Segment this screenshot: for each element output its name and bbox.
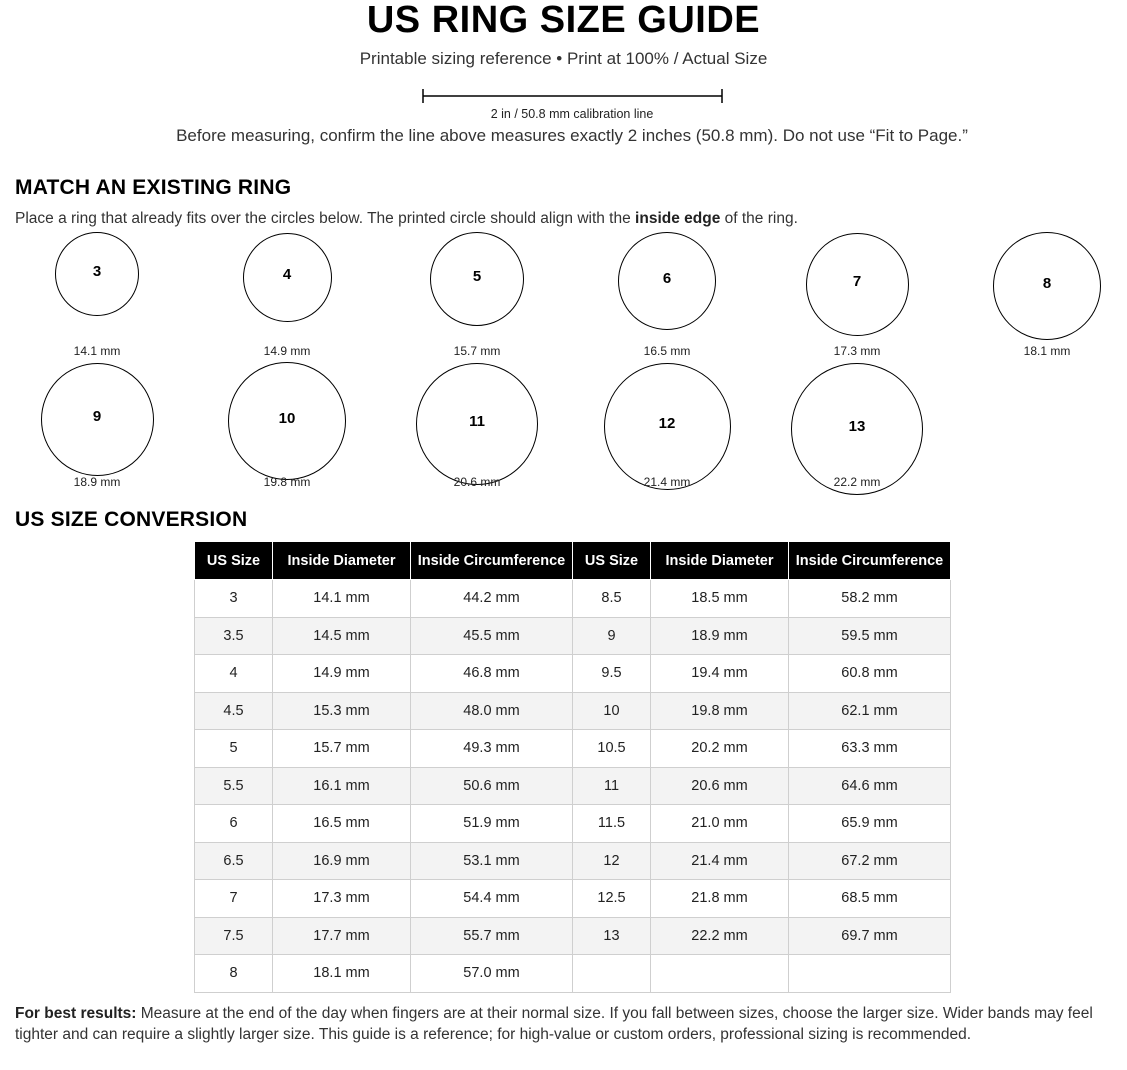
calibration-label: 2 in / 50.8 mm calibration line xyxy=(490,107,654,121)
table-cell: 69.7 mm xyxy=(789,917,951,955)
table-cell: 48.0 mm xyxy=(411,692,573,730)
instructions-text-before: Place a ring that already fits over the circles below. The printed circle should align with the xyxy=(15,210,636,227)
table-row xyxy=(195,655,951,693)
table-cell: 50.6 mm xyxy=(411,767,573,805)
table-row xyxy=(195,617,951,655)
ring-size-label: 11 xyxy=(469,412,485,430)
table-cell: 59.5 mm xyxy=(789,617,951,655)
ring-diameter-label: 16.5 mm xyxy=(643,344,691,358)
page-title: US RING SIZE GUIDE xyxy=(366,0,761,41)
table-cell: 58.2 mm xyxy=(789,580,951,618)
table-cell: 13 xyxy=(573,917,651,955)
instructions-emphasis: inside edge xyxy=(635,210,721,227)
table-cell: 64.6 mm xyxy=(789,767,951,805)
table-cell: 18.1 mm xyxy=(273,955,411,993)
table-cell: 54.4 mm xyxy=(411,880,573,918)
table-header-cell: Inside Circumference xyxy=(411,542,573,580)
table-row xyxy=(195,767,951,805)
table-cell: 21.0 mm xyxy=(651,805,789,843)
calibration-note: Before measuring, confirm the line above measures exactly 2 inches (50.8 mm). Do not use “Fit to Page.” xyxy=(176,126,968,145)
table-header-cell: Inside Circumference xyxy=(789,542,951,580)
table-cell: 16.9 mm xyxy=(273,842,411,880)
table-cell: 12.5 xyxy=(573,880,651,918)
table-cell: 19.8 mm xyxy=(651,692,789,730)
table-cell: 49.3 mm xyxy=(411,730,573,768)
table-cell: 9.5 xyxy=(573,655,651,693)
table-cell: 44.2 mm xyxy=(411,580,573,618)
ring-size-label: 5 xyxy=(472,267,482,285)
table-cell: 11 xyxy=(573,767,651,805)
table-cell: 15.3 mm xyxy=(273,692,411,730)
table-cell: 5 xyxy=(195,730,273,768)
table-cell: 16.5 mm xyxy=(273,805,411,843)
table-cell: 11.5 xyxy=(573,805,651,843)
ring-diameter-label: 18.1 mm xyxy=(1023,344,1071,358)
table-cell: 63.3 mm xyxy=(789,730,951,768)
table-cell: 10 xyxy=(573,692,651,730)
table-cell xyxy=(573,955,651,993)
calibration-line xyxy=(422,89,723,103)
table-cell: 4 xyxy=(195,655,273,693)
table-row xyxy=(195,692,951,730)
table-cell: 17.3 mm xyxy=(273,880,411,918)
ring-size-label: 6 xyxy=(662,269,672,287)
ring-diameter-label: 22.2 mm xyxy=(833,475,881,489)
table-row xyxy=(195,842,951,880)
table-cell: 8.5 xyxy=(573,580,651,618)
table-cell: 5.5 xyxy=(195,767,273,805)
table-cell: 14.9 mm xyxy=(273,655,411,693)
table-cell: 14.5 mm xyxy=(273,617,411,655)
ring-size-label: 3 xyxy=(92,262,102,280)
table-cell: 21.4 mm xyxy=(651,842,789,880)
ring-size-label: 8 xyxy=(1042,274,1052,292)
table-cell: 68.5 mm xyxy=(789,880,951,918)
ring-size-label: 7 xyxy=(852,272,862,290)
ring-circle-size-12 xyxy=(604,363,731,490)
ring-size-label: 12 xyxy=(658,414,676,432)
table-cell: 3.5 xyxy=(195,617,273,655)
table-row xyxy=(195,880,951,918)
table-cell: 20.6 mm xyxy=(651,767,789,805)
table-cell: 17.7 mm xyxy=(273,917,411,955)
footer-text: Measure at the end of the day when fingers are at their normal size. If you fall between sizes, choose the larger size. Wider bands may feel tighter and can require a slightly larger size. This guide is a reference; for high-value or custom orders, professional sizing is recommended. xyxy=(15,1005,1093,1043)
ring-diameter-label: 20.6 mm xyxy=(453,475,501,489)
table-cell: 15.7 mm xyxy=(273,730,411,768)
table-row xyxy=(195,917,951,955)
ring-size-label: 13 xyxy=(848,417,866,435)
size-conversion-table xyxy=(194,541,951,993)
table-cell: 18.9 mm xyxy=(651,617,789,655)
table-header-cell: Inside Diameter xyxy=(651,542,789,580)
table-cell xyxy=(789,955,951,993)
table-cell: 55.7 mm xyxy=(411,917,573,955)
table-cell: 12 xyxy=(573,842,651,880)
table-cell: 7.5 xyxy=(195,917,273,955)
conversion-section-title: US SIZE CONVERSION xyxy=(15,508,248,531)
table-cell: 57.0 mm xyxy=(411,955,573,993)
ring-diameter-label: 14.1 mm xyxy=(73,344,121,358)
ring-circle-size-3 xyxy=(55,232,139,316)
instructions-text-after: of the ring. xyxy=(720,210,798,227)
table-cell: 45.5 mm xyxy=(411,617,573,655)
ring-circle-size-6 xyxy=(618,232,716,330)
ring-diameter-label: 18.9 mm xyxy=(73,475,121,489)
table-cell: 9 xyxy=(573,617,651,655)
table-cell: 6.5 xyxy=(195,842,273,880)
table-cell: 22.2 mm xyxy=(651,917,789,955)
ring-circle-size-4 xyxy=(243,233,332,322)
match-instructions xyxy=(15,210,798,228)
table-header-cell: Inside Diameter xyxy=(273,542,411,580)
table-cell xyxy=(651,955,789,993)
ring-circle-size-11 xyxy=(416,363,538,485)
ring-circle-size-9 xyxy=(41,363,154,476)
match-section-title: MATCH AN EXISTING RING xyxy=(15,176,292,199)
table-cell: 14.1 mm xyxy=(273,580,411,618)
table-cell: 16.1 mm xyxy=(273,767,411,805)
ring-circle-size-7 xyxy=(806,233,909,336)
ring-circle-size-5 xyxy=(430,232,524,326)
ring-size-label: 4 xyxy=(282,265,292,283)
table-header-cell: US Size xyxy=(573,542,651,580)
ring-circle-size-8 xyxy=(993,232,1101,340)
table-cell: 7 xyxy=(195,880,273,918)
table-cell: 67.2 mm xyxy=(789,842,951,880)
table-cell: 6 xyxy=(195,805,273,843)
ring-diameter-label: 21.4 mm xyxy=(643,475,691,489)
ring-diameter-label: 19.8 mm xyxy=(263,475,311,489)
table-cell: 21.8 mm xyxy=(651,880,789,918)
footer-note xyxy=(15,1004,1115,1045)
table-row xyxy=(195,580,951,618)
ring-circle-size-10 xyxy=(228,362,346,480)
footer-bold: For best results: xyxy=(15,1005,137,1022)
table-cell: 65.9 mm xyxy=(789,805,951,843)
table-cell: 8 xyxy=(195,955,273,993)
table-cell: 4.5 xyxy=(195,692,273,730)
table-row xyxy=(195,730,951,768)
ring-diameter-label: 14.9 mm xyxy=(263,344,311,358)
table-body xyxy=(195,580,951,993)
ring-size-label: 9 xyxy=(92,407,102,425)
table-cell: 62.1 mm xyxy=(789,692,951,730)
table-header-cell: US Size xyxy=(195,542,273,580)
table-cell: 19.4 mm xyxy=(651,655,789,693)
table-cell: 3 xyxy=(195,580,273,618)
table-cell: 20.2 mm xyxy=(651,730,789,768)
table-header-row xyxy=(195,542,951,580)
table-cell: 53.1 mm xyxy=(411,842,573,880)
ring-diameter-label: 17.3 mm xyxy=(833,344,881,358)
ring-size-label: 10 xyxy=(278,409,296,427)
table-cell: 18.5 mm xyxy=(651,580,789,618)
ring-diameter-label: 15.7 mm xyxy=(453,344,501,358)
table-cell: 10.5 xyxy=(573,730,651,768)
table-cell: 60.8 mm xyxy=(789,655,951,693)
page-subtitle: Printable sizing reference • Print at 100% / Actual Size xyxy=(359,49,768,68)
table-cell: 51.9 mm xyxy=(411,805,573,843)
table-row xyxy=(195,805,951,843)
table-row xyxy=(195,955,951,993)
table-cell: 46.8 mm xyxy=(411,655,573,693)
